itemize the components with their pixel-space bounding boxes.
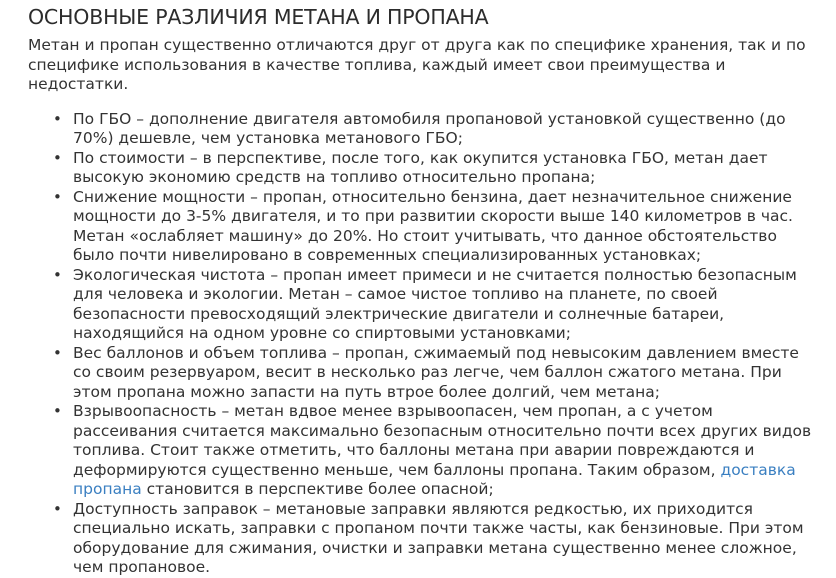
bullet-icon: •	[53, 109, 62, 128]
bullet-icon: •	[53, 148, 62, 167]
bullet-icon: •	[53, 499, 62, 518]
list-item-text: Снижение мощности – пропан, относительно бензина, дает незначительное снижение мощности до 3-5% двигателя, и то при развитии скорости выше 140 километров в час. Метан «ослабляет машину» до 20%. Но стоит учитывать, что данное обстоятельство было почти нивелировано в современных специализированных установках;	[73, 187, 793, 264]
list-item-text: Доступность заправок – метановые заправки являются редкостью, их приходится специально искать, заправки с пропаном почти также часты, как бензиновые. При этом оборудование для сжимания, очистки и заправки метана существенно менее сложное, чем пропановое.	[73, 499, 804, 576]
list-item	[53, 265, 818, 344]
article	[28, 0, 818, 578]
list-item	[53, 109, 818, 149]
bullet-icon: •	[53, 265, 62, 284]
propane-delivery-link[interactable]: доставка пропана	[73, 460, 796, 498]
list-item	[53, 148, 818, 188]
list-item	[53, 187, 818, 266]
bullet-icon: •	[53, 187, 62, 206]
list-item	[53, 402, 818, 500]
intro-paragraph: Метан и пропан существенно отличаются друг от друга как по специфике хранения, так и по специфике использования в качестве топлива, каждый имеет свои преимущества и недостатки.	[28, 36, 806, 93]
list-item-text: Взрывоопасность – метан вдвое менее взрывоопасен, чем пропан, а с учетом рассеивания считается максимально безопасным относительно почти всех других видов топлива. Стоит также отметить, что баллоны метана при аварии повреждаются и деформируются существенно меньше, чем баллоны пропана. Таким образом,	[73, 402, 812, 479]
list-item-text: становится в перспективе более опасной;	[141, 480, 494, 498]
bullet-icon: •	[53, 402, 62, 420]
list-item	[53, 343, 818, 403]
list-item	[53, 499, 818, 578]
differences-list	[28, 110, 818, 578]
list-item-text: По ГБО – дополнение двигателя автомобиля пропановой установкой существенно (до 70%) дешевле, чем установка метанового ГБО;	[73, 109, 786, 147]
list-item-text: По стоимости – в перспективе, после того, как окупится установка ГБО, метан дает высокую экономию средств на топливо относительно пропана;	[73, 148, 768, 186]
bullet-icon: •	[53, 343, 62, 362]
list-item-text: Экологическая чистота – пропан имеет примеси и не считается полностью безопасным для человека и экологии. Метан – самое чистое топливо на планете, по своей безопасности превосходящий электрические двигатели и солнечные батареи, находящийся на одном уровне со спиртовыми установками;	[73, 265, 797, 342]
section-title: ОСНОВНЫЕ РАЗЛИЧИЯ МЕТАНА И ПРОПАНА	[28, 5, 489, 29]
list-item-text: Вес баллонов и объем топлива – пропан, сжимаемый под невысоким давлением вместе со своим резервуаром, весит в несколько раз легче, чем баллон сжатого метана. При этом пропана можно запасти на путь втрое более долгий, чем метана;	[73, 343, 799, 401]
